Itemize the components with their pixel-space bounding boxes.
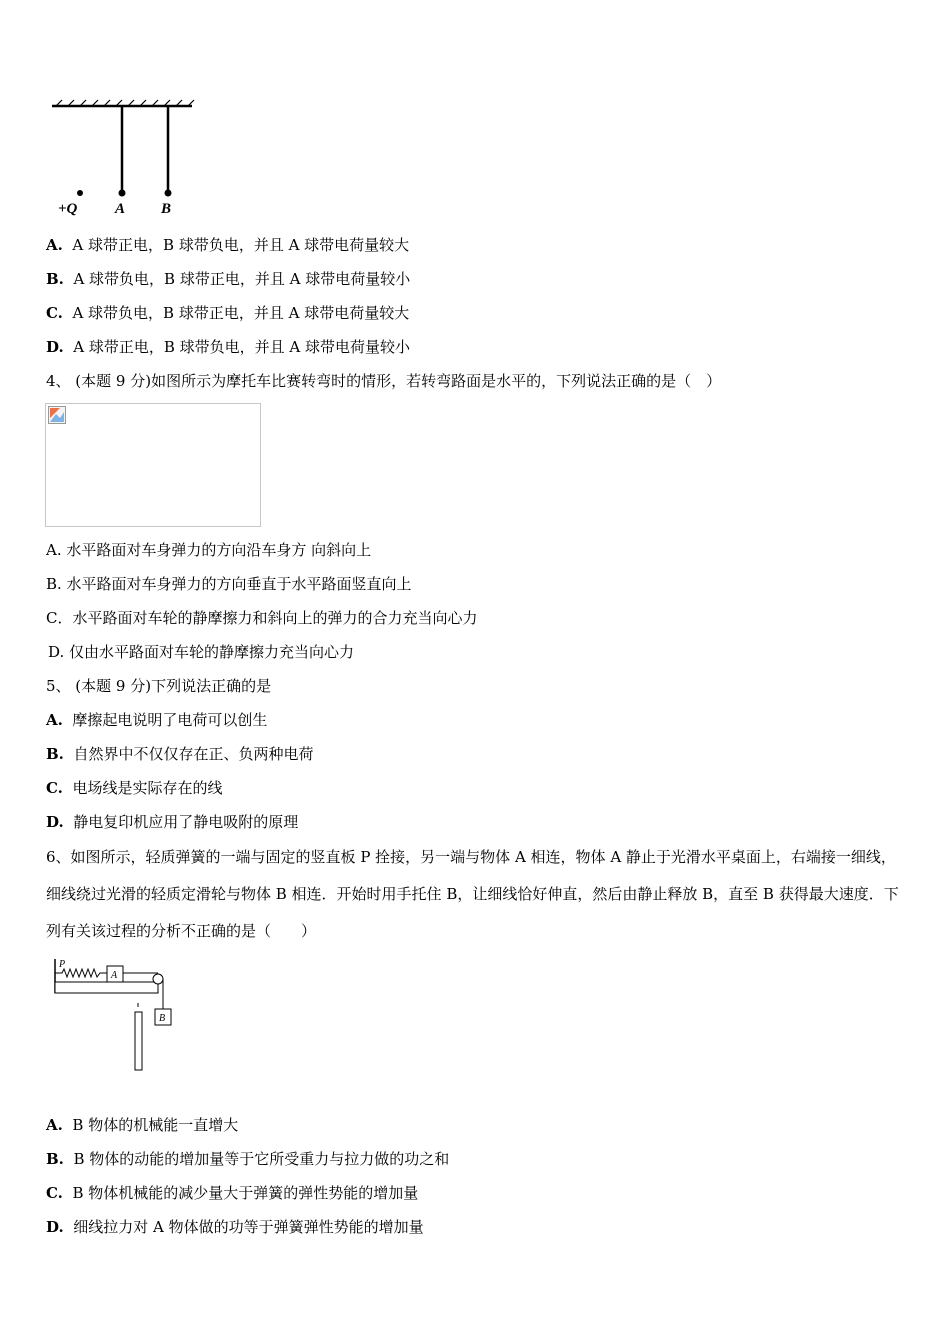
label-a-fig: A: [111, 970, 118, 981]
q3-option-d: D. A 球带正电，B 球带负电，并且 A 球带电荷量较小: [46, 338, 411, 356]
spring-pulley-figure: [52, 955, 177, 1075]
broken-image-icon: [48, 406, 66, 424]
table-top: [55, 982, 158, 993]
label-b-fig: B: [159, 1013, 166, 1024]
pulley: [153, 974, 163, 984]
label-b: B: [161, 201, 172, 217]
table-leg: [135, 1012, 142, 1070]
label-a: A: [115, 201, 126, 217]
q6-option-c: C. B 物体机械能的减少量大于弹簧的弹性势能的增加量: [46, 1184, 419, 1202]
q6-option-d: D. 细线拉力对 A 物体做的功等于弹簧弹性势能的增加量: [46, 1218, 424, 1236]
hanging-balls-figure: [48, 95, 198, 220]
label-p: P: [59, 959, 66, 970]
q3-option-c: C. A 球带负电，B 球带正电，并且 A 球带电荷量较大: [46, 304, 410, 322]
q6-option-b: B. B 物体的动能的增加量等于它所受重力与拉力做的功之和: [46, 1150, 450, 1168]
q4-stem: 4、 (本题 9 分)如图所示为摩托车比赛转弯时的情形，若转弯路面是水平的，下列说法正确的是（ ）: [46, 372, 722, 390]
label-q: +Q: [58, 201, 78, 217]
q4-option-a: A. 水平路面对车身弹力的方向沿车身方 向斜向上: [46, 541, 372, 559]
q5-option-a: A. 摩擦起电说明了电荷可以创生: [46, 711, 268, 729]
q4-option-b: B. 水平路面对车身弹力的方向垂直于水平路面竖直向上: [46, 575, 412, 593]
q4-option-c: C．水平路面对车轮的静摩擦力和斜向上的弹力的合力充当向心力: [46, 609, 478, 627]
q5-stem: 5、 (本题 9 分)下列说法正确的是: [46, 677, 272, 695]
q6-option-a: A. B 物体的机械能一直增大: [46, 1116, 239, 1134]
q5-option-b: B. 自然界中不仅仅存在正、负两种电荷: [46, 745, 314, 763]
q4-option-d: D. 仅由水平路面对车轮的静摩擦力充当向心力: [48, 643, 355, 661]
q3-option-a: A. A 球带正电，B 球带负电，并且 A 球带电荷量较大: [46, 236, 410, 254]
q3-option-b: B. A 球带负电，B 球带正电，并且 A 球带电荷量较小: [46, 270, 411, 288]
ball-b: [165, 190, 172, 197]
motorcycle-image-placeholder: [45, 403, 261, 527]
q6-stem: 6、如图所示，轻质弹簧的一端与固定的竖直板 P 拴接，另一端与物体 A 相连，物体 A 静止于光滑水平桌面上，右端接一细线，细线绕过光滑的轻质定滑轮与物体 B 相连．开始时用手托住 B，让细线恰好伸直，然后由静止释放 B，直至 B 获得最大速度．下列有关该过程的分析不正确的是（ ）: [46, 848, 899, 940]
ball-a: [119, 190, 126, 197]
q5-option-d: D. 静电复印机应用了静电吸附的原理: [46, 813, 299, 831]
charge-q: [77, 190, 83, 196]
q5-option-c: C. 电场线是实际存在的线: [46, 779, 223, 797]
